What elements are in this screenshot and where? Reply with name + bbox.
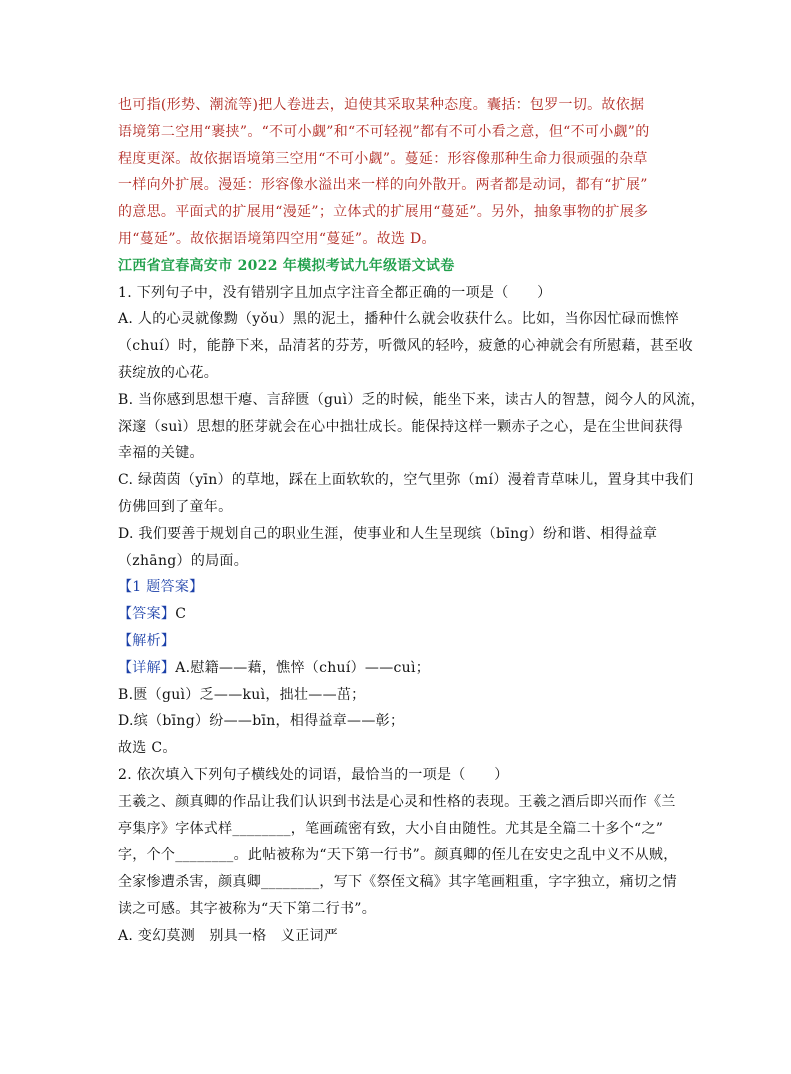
analysis-line: 也可指(形势、潮流等)把人卷进去，迫使其采取某种态度。囊括：包罗一切。故依据	[118, 97, 645, 113]
passage-line: 读之可感。其字被称为“天下第二行书”。	[118, 900, 377, 917]
analysis-line: 语境第二空用“裹挟”。“不可小觑”和“不可轻视”都有不可小看之意，但“不可小觑”的	[118, 123, 650, 140]
option-d-line: （zhāng）的局面。	[118, 552, 249, 569]
document-page	[118, 92, 705, 950]
answer-block-label: 【1 题答案】	[118, 579, 204, 596]
option-d-line: D. 我们要善于规划自己的职业生涯，使事业和人生呈现缤（bīng）纷和谐、相得益章	[118, 525, 658, 542]
passage-line: 字，个个________。此帖被称为“天下第一行书”。颜真卿的侄儿在安史之乱中义不从贼，	[118, 847, 678, 864]
detail-text: A.慰籍——藉，憔悴（chuí）——cuì；	[175, 659, 431, 676]
option-a-line: A. 变幻莫测 别具一格 义正词严	[118, 927, 339, 944]
question-1-stem: 1. 下列句子中，没有错别字且加点字注音全都正确的一项是（ ）	[118, 284, 552, 301]
detail-line: D.缤（bīng）纷——bīn，相得益章——彰；	[118, 713, 405, 730]
analysis-line: 的意思。平面式的扩展用“漫延”；立体式的扩展用“蔓延”。另外，抽象事物的扩展多	[118, 204, 649, 221]
option-a-line: 获绽放的心花。	[118, 364, 219, 381]
question-2-stem: 2. 依次填入下列句子横线处的词语，最恰当的一项是（ ）	[118, 766, 509, 783]
option-b-line: 深邃（suì）思想的胚芽就会在心中拙壮成长。能保持这样一颗赤子之心，是在尘世间获得	[118, 418, 683, 435]
detail-label: 【详解】	[118, 659, 176, 676]
analysis-line: 一样向外扩展。漫延：形容像水溢出来一样的向外散开。两者都是动词，都有“扩展”	[118, 177, 648, 194]
analysis-line: 用“蔓延”。故依据语境第四空用“蔓延”。故选 D。	[118, 230, 436, 247]
passage-line: 亭集序》字体式样________，笔画疏密有致，大小自由随性。尤其是全篇二十多个“之”	[118, 820, 664, 837]
option-c-line: 仿佛回到了童年。	[118, 498, 233, 515]
option-a-line: （chuí）时，能静下来，品清茗的芬芳，听微风的轻吟，疲惫的心神就会有所慰藉，甚至收	[118, 338, 693, 355]
option-b-line: 幸福的关键。	[118, 445, 204, 462]
analysis-continuation	[118, 92, 678, 253]
question-2	[118, 762, 678, 950]
detail-conclusion: 故选 C。	[118, 740, 177, 757]
passage-line: 王羲之、颜真卿的作品让我们认识到书法是心灵和性格的表现。王羲之酒后即兴而作《兰	[118, 793, 676, 810]
question-1	[118, 280, 705, 762]
option-a-line: A. 人的心灵就像黝（yǒu）黑的泥土，播种什么就会收获什么。比如，当你因忙碌而憔悴	[118, 311, 679, 328]
option-b-line: B. 当你感到思想干瘪、言辞匮（guì）乏的时候，能坐下来，读古人的智慧，阅今人的风流，	[118, 391, 705, 408]
answer-label: 【答案】	[118, 606, 176, 623]
passage-line: 全家惨遭杀害，颜真卿________，写下《祭侄文稿》其字笔画粗重，字字独立，痛切之情	[118, 874, 677, 891]
section-title: 江西省宜春高安市 2022 年模拟考试九年级语文试卷	[118, 257, 455, 274]
detail-line	[118, 655, 678, 682]
answer-value: C	[175, 606, 187, 623]
answer-line	[118, 601, 678, 628]
analysis-line: 程度更深。故依据语境第三空用“不可小觑”。蔓延：形容像那种生命力很顽强的杂草	[118, 150, 648, 167]
analysis-label: 【解析】	[118, 632, 176, 649]
option-c-line: C. 绿茵茵（yīn）的草地，踩在上面软软的，空气里弥（mí）漫着青草味儿，置身其中我们	[118, 472, 694, 489]
detail-line: B.匮（guì）乏——kuì，拙壮——茁；	[118, 686, 366, 703]
